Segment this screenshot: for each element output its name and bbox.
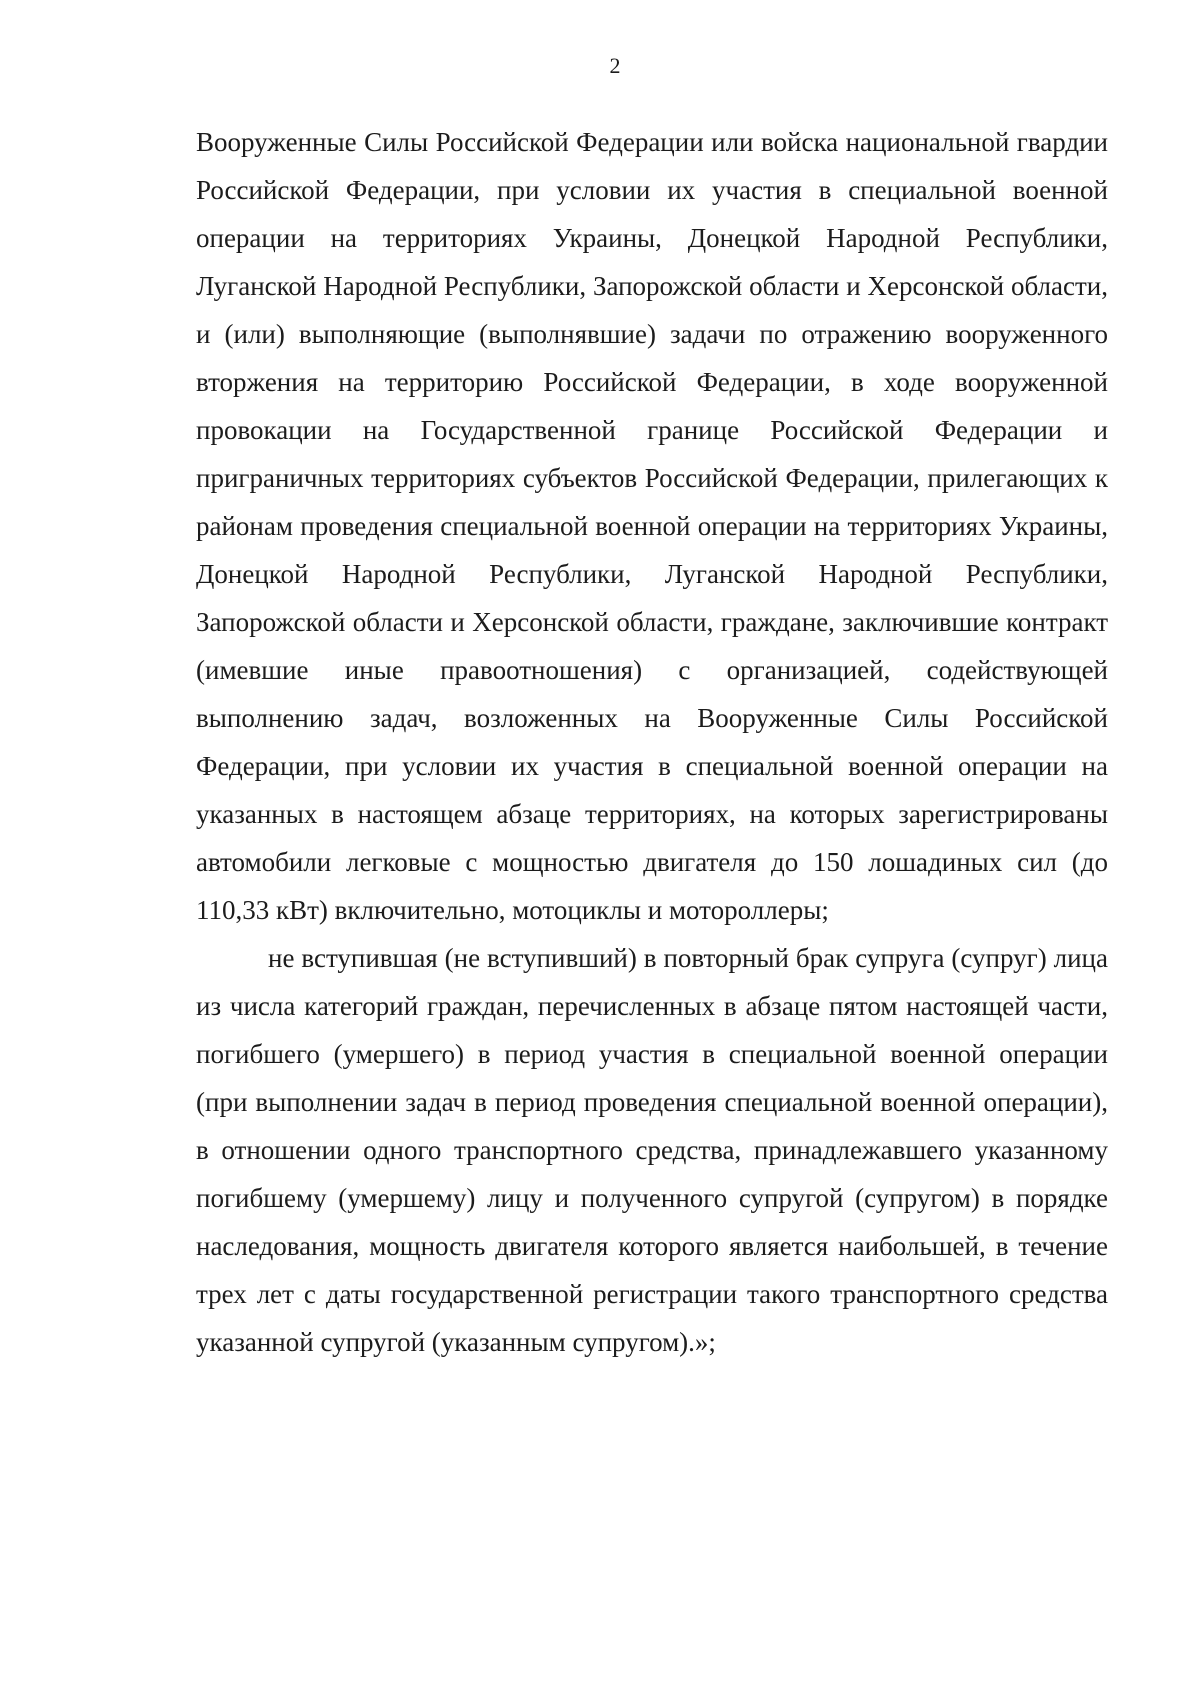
document-body [196, 118, 1108, 1366]
paragraph-continuation: Вооруженные Силы Российской Федерации или войска национальной гвардии Российской Федерации, при условии их участия в специальной военной операции на территориях Украины, Донецкой Народной Республики, Луганской Народной Республики, Запорожской области и Херсонской области, и (или) выполняющие (выполнявшие) задачи по отражению вооруженного вторжения на территорию Российской Федерации, в ходе вооруженной провокации на Государственной границе Российской Федерации и приграничных территориях субъектов Российской Федерации, прилегающих к районам проведения специальной военной операции на территориях Украины, Донецкой Народной Республики, Луганской Народной Республики, Запорожской области и Херсонской области, граждане, заключившие контракт (имевшие иные правоотношения) с организацией, содействующей выполнению задач, возложенных на Вооруженные Силы Российской Федерации, при условии их участия в специальной военной операции на указанных в настоящем абзаце территориях, на которых зарегистрированы автомобили легковые с мощностью двигателя до 150 лошадиных сил (до 110,33 кВт) включительно, мотоциклы и мотороллеры; [196, 127, 1108, 925]
page-number: 2 [609, 53, 621, 78]
paragraph-spouse-clause: не вступившая (не вступивший) в повторный брак супруга (супруг) лица из числа категорий граждан, перечисленных в абзаце пятом настоящей части, погибшего (умершего) в период участия в специальной военной операции (при выполнении задач в период проведения специальной военной операции), в отношении одного транспортного средства, принадлежавшего указанному погибшему (умершему) лицу и полученного супругой (супругом) в порядке наследования, мощность двигателя которого является наибольшей, в течение трех лет с даты государственной регистрации такого транспортного средства указанной супругой (указанным супругом).»; [196, 943, 1108, 1357]
